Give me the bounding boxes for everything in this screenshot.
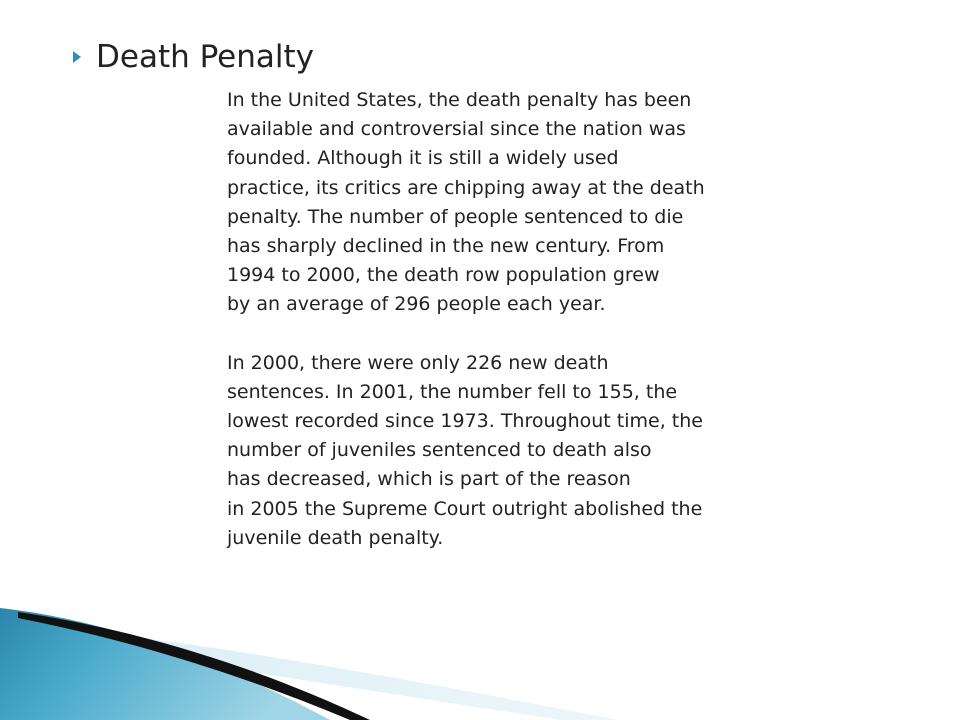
text-line: number of juveniles sentenced to death also bbox=[227, 439, 652, 462]
text-line: penalty. The number of people sentenced to die bbox=[227, 205, 684, 228]
text-line: In 2000, there were only 226 new death bbox=[227, 351, 609, 374]
paragraph-1 bbox=[227, 86, 947, 320]
text-line: 1994 to 2000, the death row population grew bbox=[227, 264, 660, 287]
text-line: practice, its critics are chipping away at the death bbox=[227, 176, 705, 199]
text-line: In the United States, the death penalty has been bbox=[227, 89, 692, 111]
triangle-right-icon bbox=[72, 34, 86, 80]
text-line: juvenile death penalty. bbox=[227, 526, 444, 549]
text-line: lowest recorded since 1973. Throughout time, the bbox=[227, 410, 703, 433]
text-line: has sharply declined in the new century. From bbox=[227, 235, 665, 258]
text-line: in 2005 the Supreme Court outright abolished the bbox=[227, 497, 703, 520]
slide-title: Death Penalty bbox=[96, 39, 315, 75]
slide-body bbox=[227, 86, 947, 553]
title-row bbox=[72, 34, 314, 80]
text-line: by an average of 296 people each year. bbox=[227, 293, 606, 316]
text-line: has decreased, which is part of the reason bbox=[227, 468, 631, 491]
text-line: founded. Although it is still a widely used bbox=[227, 147, 619, 170]
text-line: sentences. In 2001, the number fell to 155, the bbox=[227, 380, 678, 403]
paragraph-2 bbox=[227, 349, 947, 553]
text-line: available and controversial since the nation was bbox=[227, 118, 686, 141]
